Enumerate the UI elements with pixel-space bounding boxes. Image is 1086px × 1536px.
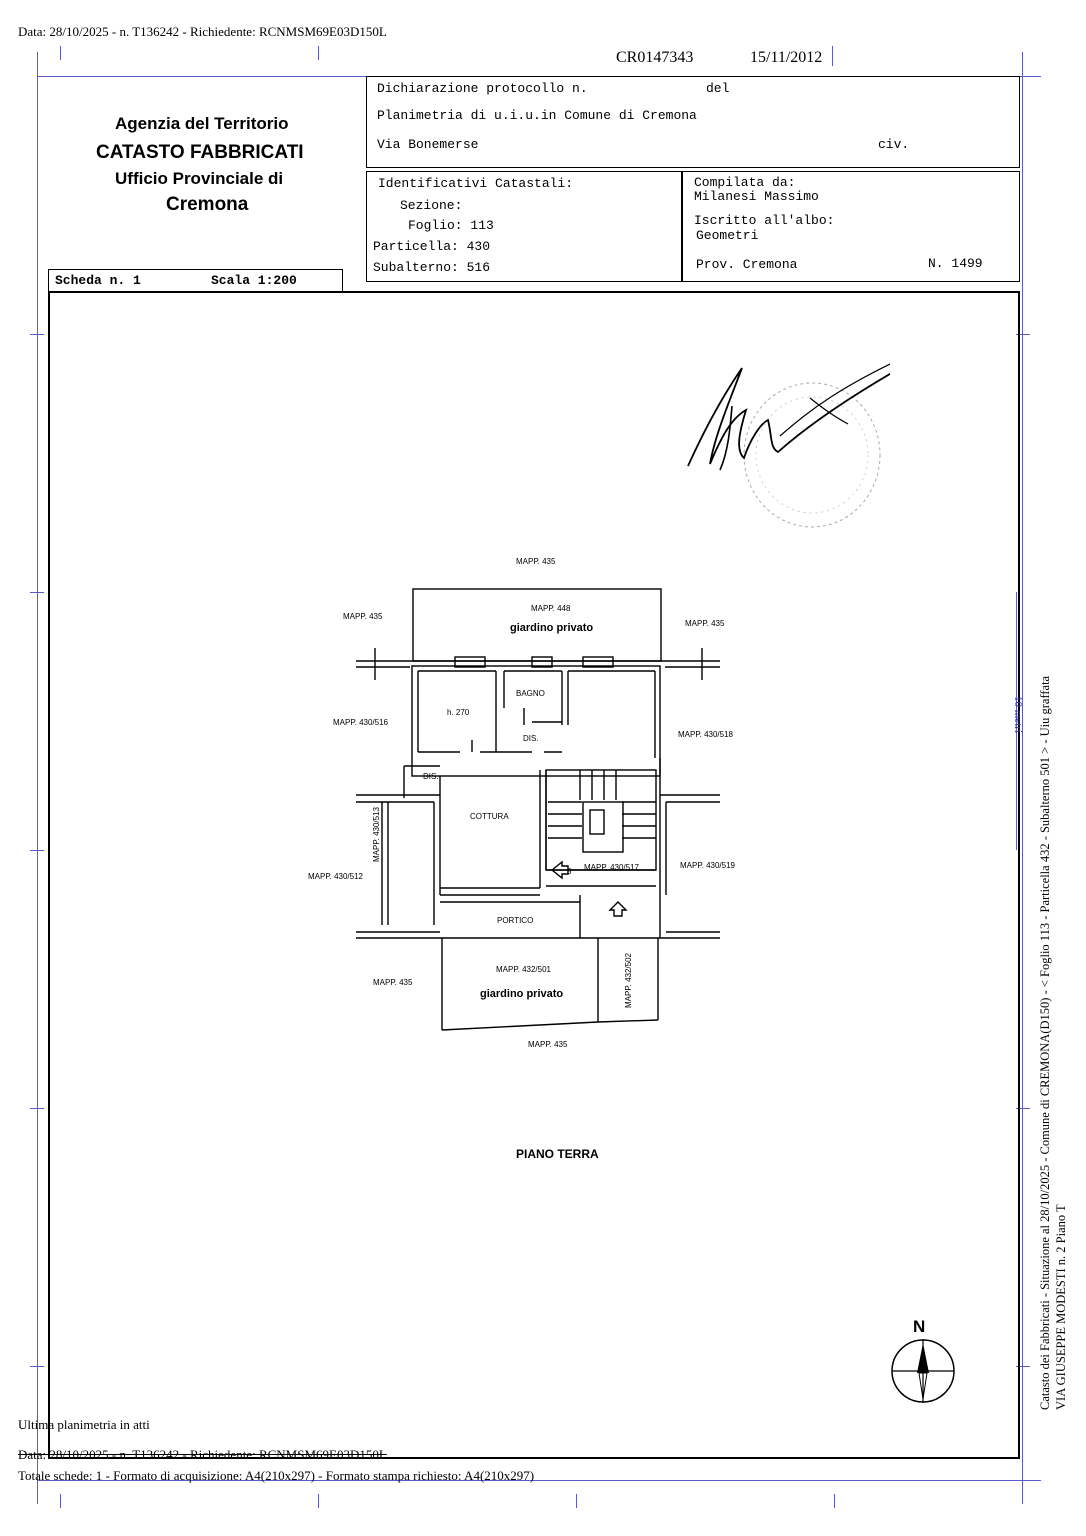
tick [576,1494,577,1508]
tick [30,334,44,335]
side-info-line-1: Catasto dei Fabbricati - Situazione al 28/10/2025 - Comune di CREMONA(D150) - < Foglio 113 - Particella 432 - Subalterno 501 > - Uiu graffata [1038,675,1052,1410]
plan-label-mapp-432-501: MAPP. 432/501 [496,965,552,974]
plan-label-mapp-430-512: MAPP. 430/512 [308,872,364,881]
protocol-label: Dichiarazione protocollo n. [377,81,588,96]
plan-label-mapp-left-bottom: MAPP. 435 [373,978,413,987]
plan-label-dis-2: DIS. [423,772,439,781]
plan-label-mapp-430-518: MAPP. 430/518 [678,730,734,739]
plan-label-stair-number: 3 [567,867,572,876]
tick [834,1494,835,1508]
plan-label-bagno: BAGNO [516,689,545,698]
plan-label-mapp-right-top: MAPP. 435 [685,619,725,628]
office-city: Cremona [166,194,249,215]
scheda-number: Scheda n. 1 [55,273,141,288]
plan-label-giardino-top: giardino privato [510,622,594,634]
registration-number: N. 1499 [928,256,983,271]
plan-label-cottura: COTTURA [470,812,509,821]
plan-label-mapp-bottom: MAPP. 435 [528,1040,568,1049]
signature-stamp [680,340,890,540]
protocol-code: CR0147343 [616,49,694,66]
scale-bar-label: 10 metri [1012,696,1024,733]
scala-value: Scala 1:200 [211,273,297,288]
registered-label: Iscritto all'albo: [694,213,835,228]
plan-label-mapp-left-top: MAPP. 435 [343,612,383,621]
tick [60,1494,61,1508]
office-label: Ufficio Provinciale di [115,169,284,188]
particella-value: Particella: 430 [373,239,491,254]
last-plan-note: Ultima planimetria in atti [18,1417,150,1432]
plan-label-giardino-bottom: giardino privato [480,988,564,1000]
floor-label: PIANO TERRA [516,1147,599,1161]
side-info-line-2: VIA GIUSEPPE MODESTI n. 2 Piano T [1054,1204,1068,1410]
footer-request-line: Data: 28/10/2025 - n. T136242 - Richiedente: RCNMSM69E03D150L [18,1447,387,1462]
protocol-date: 15/11/2012 [750,49,823,66]
plan-label-dis-1: DIS. [523,734,539,743]
plan-label-mapp-top: MAPP. 435 [516,557,556,566]
plan-label-mapp-430-517: MAPP. 430/517 [584,863,640,872]
plan-label-mapp-430-519: MAPP. 430/519 [680,861,736,870]
civ-label: civ. [878,137,910,152]
tick [30,1108,44,1109]
subalterno-value: Subalterno: 516 [373,260,491,275]
identifiers-title: Identificativi Catastali: [378,176,574,191]
del-label: del [706,81,730,96]
footer-totals: Totale schede: 1 - Formato di acquisizione: A4(210x297) - Formato stampa richiesto: A4(210x297) [18,1468,535,1483]
compiled-label: Compilata da: [694,175,796,190]
tick [832,46,833,66]
plan-label-mapp-430-516: MAPP. 430/516 [333,718,389,727]
north-compass-icon [888,1337,958,1407]
plan-label-mapp-448: MAPP. 448 [531,604,571,613]
street-label: Via Bonemerse [377,137,479,152]
foglio-value: Foglio: 113 [408,218,494,233]
tick [60,46,61,60]
tick [318,1494,319,1508]
sezione-label: Sezione: [400,198,463,213]
plan-label-mapp-432-502: MAPP. 432/502 [624,952,633,1008]
plan-label: Planimetria di u.i.u.in Comune di Cremona [377,108,697,123]
north-label: N [913,1317,926,1336]
agency-name: Agenzia del Territorio [115,114,289,133]
plan-label-height: h. 270 [447,708,470,717]
province: Prov. Cremona [696,257,798,272]
catasto-title: CATASTO FABBRICATI [96,142,304,163]
tick [30,592,44,593]
page-frame-left [37,52,38,1504]
tick [318,46,319,60]
compiler-name: Milanesi Massimo [694,189,819,204]
tick [30,1366,44,1367]
page-frame-right [1022,52,1023,1504]
request-header: Data: 28/10/2025 - n. T136242 - Richiedente: RCNMSM69E03D150L [18,24,387,39]
tick [30,850,44,851]
plan-label-mapp-430-513: MAPP. 430/513 [372,806,381,862]
profession: Geometri [696,228,759,243]
plan-label-portico: PORTICO [497,916,534,925]
